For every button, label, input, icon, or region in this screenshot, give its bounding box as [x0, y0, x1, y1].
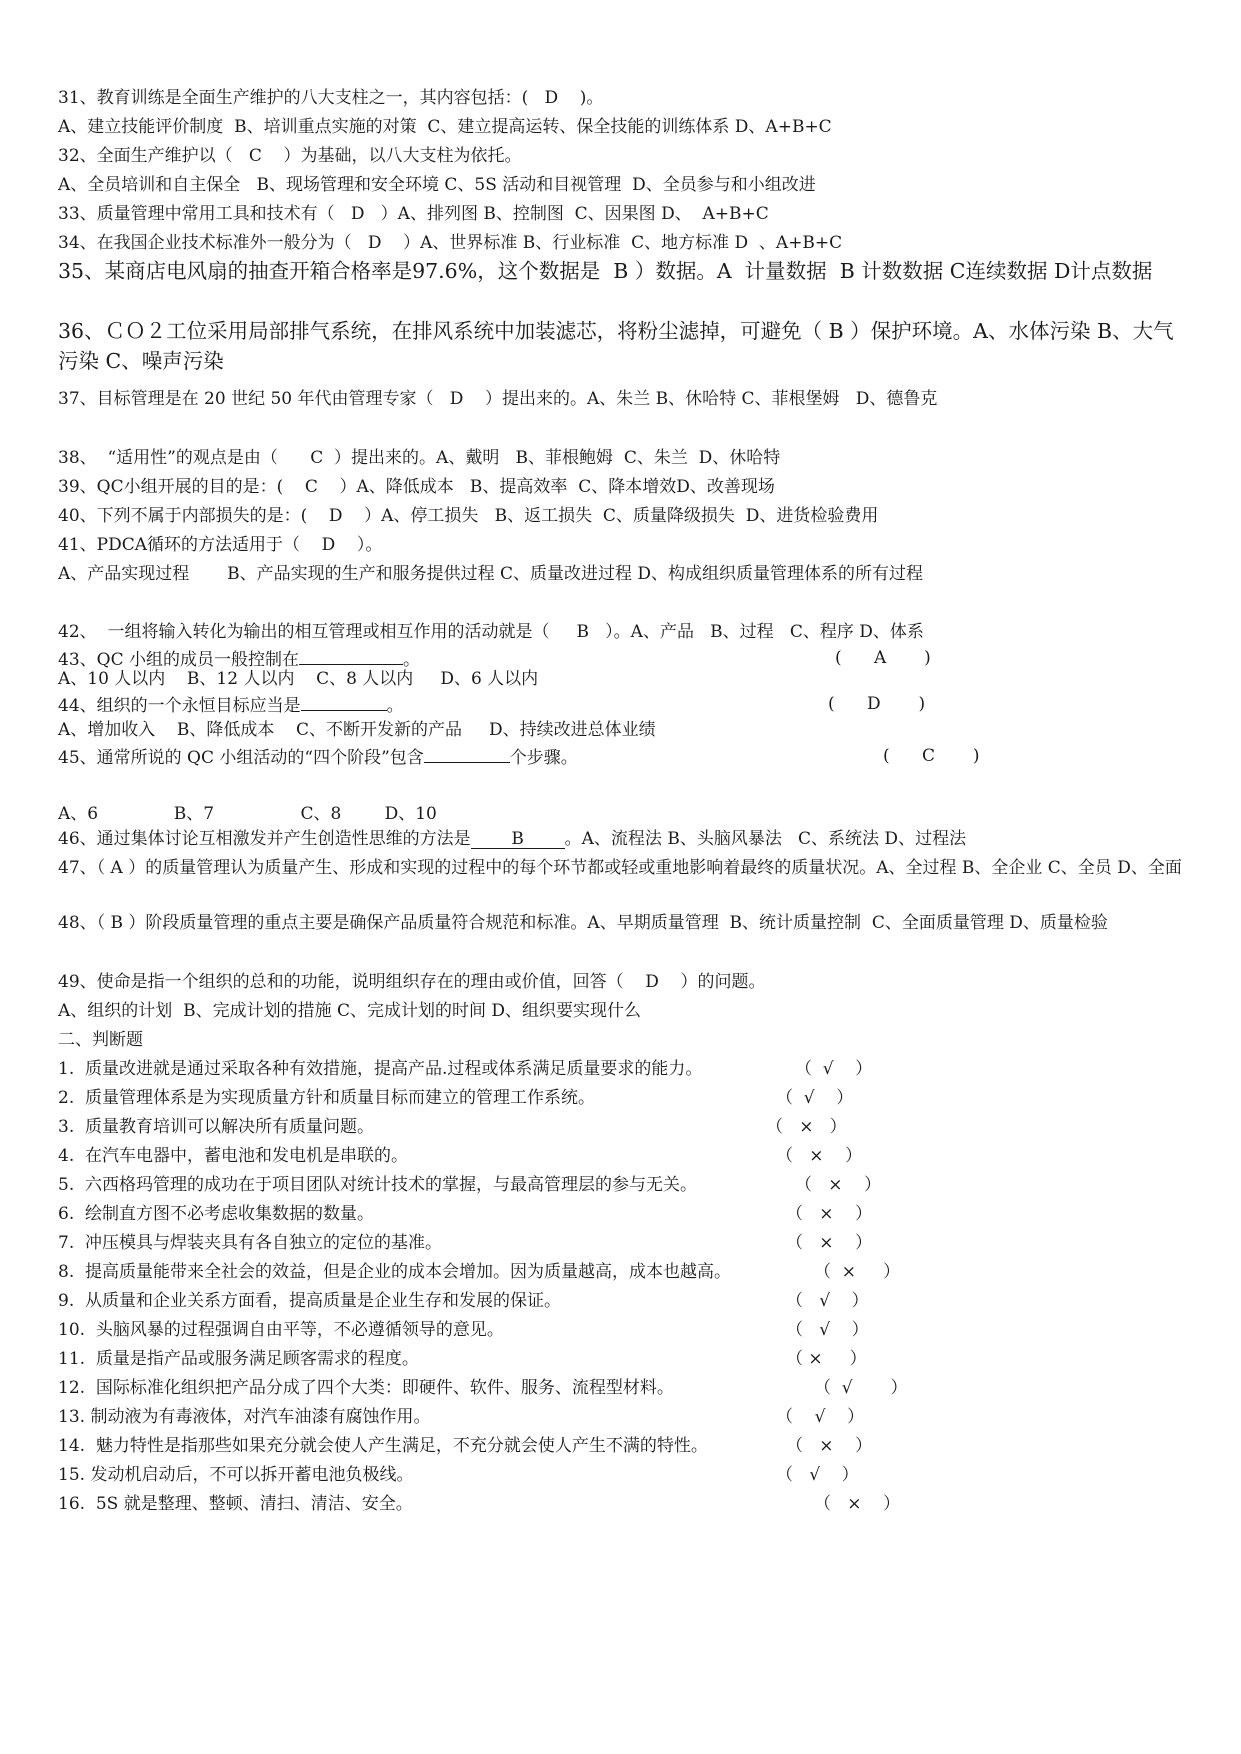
judgment-1: 1. 质量改进就是通过采取各种有效措施，提高产品.过程或体系满足质量要求的能力。	[58, 1059, 703, 1079]
question-45-text: 45、通常所说的 QC 小组活动的“四个阶段”包含	[58, 748, 424, 768]
question-43-text: 43、QC 小组的成员一般控制在	[58, 650, 299, 670]
judgment-8: 8. 提高质量能带来全社会的效益，但是企业的成本会增加。因为质量越高，成本也越高。	[58, 1262, 732, 1282]
question-45-options: A、6 B、7 C、8 D、10	[58, 804, 437, 824]
question-31: 31、教育训练是全面生产维护的八大支柱之一，其内容包括：( D )。	[58, 88, 604, 108]
question-37: 37、目标管理是在 20 世纪 50 年代由管理专家（ D ）提出来的。A、朱兰 B、休哈特 C、菲根堡姆 D、德鲁克	[58, 389, 938, 409]
question-45	[58, 745, 578, 769]
judgment-13-mark: （ √ ）	[776, 1407, 865, 1427]
question-45-answer: ( C )	[883, 746, 980, 766]
question-44-options: A、增加收入 B、降低成本 C、不断开发新的产品 D、持续改进总体业绩	[58, 720, 656, 740]
judgment-6-mark: （ × ）	[786, 1204, 873, 1224]
judgment-16-mark: （ × ）	[814, 1494, 901, 1514]
judgment-3-mark: （ × ）	[766, 1117, 847, 1137]
question-39: 39、QC小组开展的目的是：( C ）A、降低成本 B、提高效率 C、降本增效D、改善现场	[58, 477, 775, 497]
question-46-answer: B	[471, 830, 565, 849]
judgment-8-mark: （ × ）	[814, 1262, 901, 1282]
question-36: 36、ＣＯ２工位采用局部排气系统，在排风系统中加装滤芯，将粉尘滤掉，可避免（ B ）保护环境。A、水体污染 B、大气污染 C、噪声污染	[58, 319, 1174, 373]
question-44-tail: 。	[386, 696, 404, 716]
judgment-12-mark: （ √ ）	[814, 1378, 908, 1398]
question-44-answer: ( D )	[828, 694, 926, 714]
question-38: 38、 “适用性”的观点是由（ C ）提出来的。A、戴明 B、菲根鲍姆 C、朱兰 D、休哈特	[58, 448, 781, 468]
judgment-2-mark: （ √ ）	[776, 1088, 854, 1108]
judgment-15: 15. 发动机启动后，不可以拆开蓄电池负极线。	[58, 1465, 414, 1485]
answer-blank	[424, 745, 510, 763]
question-32-options: A、全员培训和自主保全 B、现场管理和安全环境 C、5S 活动和目视管理 D、全员参与和小组改进	[58, 175, 816, 195]
question-32: 32、全面生产维护以（ C ）为基础，以八大支柱为依托。	[58, 146, 522, 166]
question-41-options: A、产品实现过程 B、产品实现的生产和服务提供过程 C、质量改进过程 D、构成组织质量管理体系的所有过程	[58, 564, 924, 584]
question-31-options: A、建立技能评价制度 B、培训重点实施的对策 C、建立提高运转、保全技能的训练体系 D、A+B+C	[58, 117, 832, 137]
answer-blank	[299, 647, 403, 665]
question-47: 47、（ A ）的质量管理认为质量产生、形成和实现的过程中的每个环节都或轻或重地影响着最终的质量状况。A、全过程 B、全企业 C、全员 D、全面	[58, 858, 1182, 878]
question-49-options: A、组织的计划 B、完成计划的措施 C、完成计划的时间 D、组织要实现什么	[58, 1001, 642, 1021]
answer-blank	[301, 693, 387, 711]
judgment-10: 10. 头脑风暴的过程强调自由平等，不必遵循领导的意见。	[58, 1320, 504, 1340]
judgment-7: 7. 冲压模具与焊装夹具有各自独立的定位的基准。	[58, 1233, 443, 1253]
question-43-options: A、10 人以内 B、12 人以内 C、8 人以内 D、6 人以内	[58, 669, 539, 689]
question-41: 41、PDCA循环的方法适用于（ D ）。	[58, 535, 383, 555]
judgment-4: 4. 在汽车电器中，蓄电池和发电机是串联的。	[58, 1146, 409, 1166]
judgment-10-mark: （ √ ）	[786, 1320, 869, 1340]
question-49: 49、使命是指一个组织的总和的功能，说明组织存在的理由或价值，回答（ D ）的问题。	[58, 972, 766, 992]
question-45-tail: 个步骤。	[509, 748, 578, 768]
question-46-tail: 。A、流程法 B、头脑风暴法 C、系统法 D、过程法	[564, 829, 967, 849]
judgment-3: 3. 质量教育培训可以解决所有质量问题。	[58, 1117, 375, 1137]
question-46	[58, 828, 966, 850]
question-35: 35、某商店电风扇的抽查开箱合格率是97.6%，这个数据是 B ）数据。A 计量数据 B 计数数据 C连续数据 D计点数据	[58, 259, 1153, 283]
question-42: 42、 一组将输入转化为输出的相互管理或相互作用的活动就是（ B ）。A、产品 B、过程 C、程序 D、体系	[58, 622, 924, 642]
judgment-1-mark: （ √ ）	[795, 1059, 873, 1079]
judgment-14-mark: （ × ）	[786, 1436, 873, 1456]
question-34: 34、在我国企业技术标准外一般分为（ D ）A、世界标准 B、行业标准 C、地方标准 D 、A+B+C	[58, 233, 843, 253]
judgment-12: 12. 国际标准化组织把产品分成了四个大类：即硬件、软件、服务、流程型材料。	[58, 1378, 674, 1398]
judgment-11: 11. 质量是指产品或服务满足顾客需求的程度。	[58, 1349, 419, 1369]
question-48: 48、（ B ）阶段质量管理的重点主要是确保产品质量符合规范和标准。A、早期质量管理 B、统计质量控制 C、全面质量管理 D、质量检验	[58, 913, 1108, 933]
question-33: 33、质量管理中常用工具和技术有（ D ）A、排列图 B、控制图 C、因果图 D、 A+B+C	[58, 204, 769, 224]
question-43-answer: ( A )	[835, 648, 931, 668]
judgment-5-mark: （ × ）	[795, 1175, 882, 1195]
question-46-text: 46、通过集体讨论互相激发并产生创造性思维的方法是	[58, 829, 471, 849]
question-40: 40、下列不属于内部损失的是：( D ）A、停工损失 B、返工损失 C、质量降级损失 D、进货检验费用	[58, 506, 879, 526]
section-heading-judgment: 二、判断题	[58, 1030, 143, 1050]
judgment-2: 2. 质量管理体系是为实现质量方针和质量目标而建立的管理工作系统。	[58, 1088, 596, 1108]
judgment-6: 6. 绘制直方图不必考虑收集数据的数量。	[58, 1204, 375, 1224]
judgment-4-mark: （ × ）	[776, 1146, 863, 1166]
judgment-14: 14. 魅力特性是指那些如果充分就会使人产生满足，不充分就会使人产生不满的特性。	[58, 1436, 708, 1456]
judgment-15-mark: （ √ ）	[776, 1465, 859, 1485]
judgment-13: 13. 制动液为有毒液体，对汽车油漆有腐蚀作用。	[58, 1407, 431, 1427]
judgment-11-mark: （ × ）	[786, 1349, 867, 1369]
judgment-16: 16. 5S 就是整理、整顿、清扫、清洁、安全。	[58, 1494, 413, 1514]
judgment-5: 5. 六西格玛管理的成功在于项目团队对统计技术的掌握，与最高管理层的参与无关。	[58, 1175, 698, 1195]
question-44	[58, 693, 404, 717]
judgment-7-mark: （ × ）	[786, 1233, 873, 1253]
question-44-text: 44、组织的一个永恒目标应当是	[58, 696, 301, 716]
judgment-9-mark: （ √ ）	[786, 1291, 869, 1311]
question-43-tail: 。	[402, 650, 420, 670]
judgment-9: 9. 从质量和企业关系方面看，提高质量是企业生存和发展的保证。	[58, 1291, 562, 1311]
